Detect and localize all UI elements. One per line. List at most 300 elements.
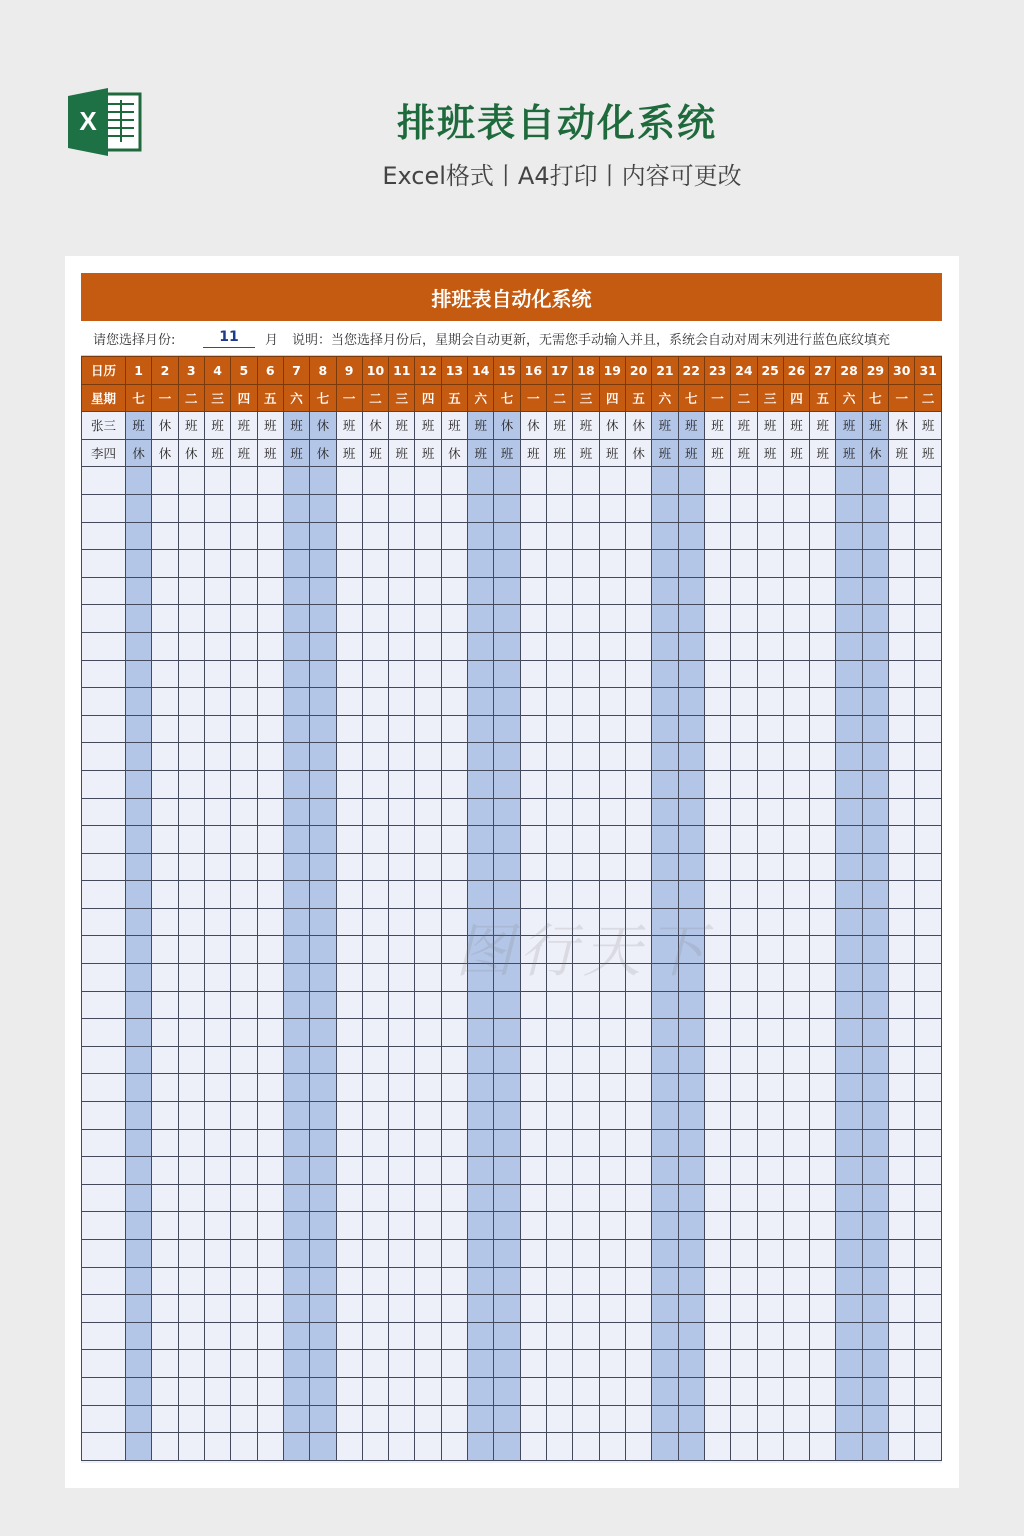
- shift-cell[interactable]: [678, 550, 704, 578]
- shift-cell[interactable]: [310, 1074, 336, 1102]
- shift-cell[interactable]: [625, 550, 651, 578]
- shift-cell[interactable]: [836, 1240, 862, 1268]
- shift-cell[interactable]: [678, 660, 704, 688]
- shift-cell[interactable]: [599, 632, 625, 660]
- shift-cell[interactable]: [625, 1129, 651, 1157]
- shift-cell[interactable]: [283, 1102, 309, 1130]
- shift-cell[interactable]: [889, 770, 915, 798]
- shift-cell[interactable]: [441, 1212, 467, 1240]
- shift-cell[interactable]: [415, 1074, 441, 1102]
- shift-cell[interactable]: [494, 1074, 520, 1102]
- shift-cell[interactable]: [678, 1240, 704, 1268]
- shift-cell[interactable]: [362, 826, 388, 854]
- shift-cell[interactable]: [178, 494, 204, 522]
- shift-cell[interactable]: [704, 522, 730, 550]
- shift-cell[interactable]: [152, 770, 178, 798]
- name-cell[interactable]: [82, 964, 126, 992]
- name-cell[interactable]: [82, 770, 126, 798]
- shift-cell[interactable]: [836, 908, 862, 936]
- shift-cell[interactable]: [178, 1267, 204, 1295]
- shift-cell[interactable]: [494, 936, 520, 964]
- name-cell[interactable]: [82, 605, 126, 633]
- shift-cell[interactable]: [310, 1184, 336, 1212]
- shift-cell[interactable]: [257, 1433, 283, 1461]
- shift-cell[interactable]: 班: [810, 439, 836, 467]
- shift-cell[interactable]: 班: [862, 412, 888, 440]
- shift-cell[interactable]: [862, 908, 888, 936]
- shift-cell[interactable]: 班: [257, 412, 283, 440]
- shift-cell[interactable]: [231, 1212, 257, 1240]
- shift-cell[interactable]: [757, 1295, 783, 1323]
- shift-cell[interactable]: [704, 605, 730, 633]
- shift-cell[interactable]: [889, 1019, 915, 1047]
- shift-cell[interactable]: 班: [547, 412, 573, 440]
- shift-cell[interactable]: [625, 1405, 651, 1433]
- shift-cell[interactable]: [573, 494, 599, 522]
- shift-cell[interactable]: 班: [704, 412, 730, 440]
- shift-cell[interactable]: [810, 908, 836, 936]
- shift-cell[interactable]: [231, 550, 257, 578]
- shift-cell[interactable]: [204, 1267, 230, 1295]
- shift-cell[interactable]: [152, 1129, 178, 1157]
- shift-cell[interactable]: [494, 1019, 520, 1047]
- shift-cell[interactable]: [231, 1322, 257, 1350]
- shift-cell[interactable]: [783, 1212, 809, 1240]
- shift-cell[interactable]: [362, 1157, 388, 1185]
- shift-cell[interactable]: [283, 1074, 309, 1102]
- shift-cell[interactable]: [520, 991, 546, 1019]
- shift-cell[interactable]: [441, 1267, 467, 1295]
- shift-cell[interactable]: 休: [152, 439, 178, 467]
- shift-cell[interactable]: [152, 1377, 178, 1405]
- shift-cell[interactable]: [757, 798, 783, 826]
- shift-cell[interactable]: [257, 853, 283, 881]
- name-cell[interactable]: [82, 632, 126, 660]
- shift-cell[interactable]: [889, 936, 915, 964]
- shift-cell[interactable]: [862, 467, 888, 495]
- shift-cell[interactable]: [257, 826, 283, 854]
- shift-cell[interactable]: [836, 1433, 862, 1461]
- shift-cell[interactable]: [126, 991, 152, 1019]
- shift-cell[interactable]: [520, 577, 546, 605]
- shift-cell[interactable]: [152, 1212, 178, 1240]
- shift-cell[interactable]: [415, 1184, 441, 1212]
- shift-cell[interactable]: [678, 1184, 704, 1212]
- shift-cell[interactable]: [520, 936, 546, 964]
- shift-cell[interactable]: [441, 660, 467, 688]
- shift-cell[interactable]: [389, 936, 415, 964]
- shift-cell[interactable]: [415, 467, 441, 495]
- shift-cell[interactable]: [362, 1405, 388, 1433]
- shift-cell[interactable]: [520, 881, 546, 909]
- shift-cell[interactable]: 班: [204, 412, 230, 440]
- shift-cell[interactable]: [810, 605, 836, 633]
- shift-cell[interactable]: [283, 881, 309, 909]
- shift-cell[interactable]: [810, 1377, 836, 1405]
- shift-cell[interactable]: [915, 936, 942, 964]
- shift-cell[interactable]: [862, 798, 888, 826]
- shift-cell[interactable]: [389, 1267, 415, 1295]
- shift-cell[interactable]: [389, 1212, 415, 1240]
- shift-cell[interactable]: [231, 1074, 257, 1102]
- shift-cell[interactable]: [810, 688, 836, 716]
- shift-cell[interactable]: [652, 1295, 678, 1323]
- shift-cell[interactable]: [336, 1212, 362, 1240]
- shift-cell[interactable]: [310, 1102, 336, 1130]
- shift-cell[interactable]: [204, 881, 230, 909]
- shift-cell[interactable]: [178, 743, 204, 771]
- shift-cell[interactable]: [178, 1129, 204, 1157]
- shift-cell[interactable]: 班: [678, 412, 704, 440]
- shift-cell[interactable]: [126, 1322, 152, 1350]
- shift-cell[interactable]: [415, 991, 441, 1019]
- shift-cell[interactable]: 班: [783, 439, 809, 467]
- shift-cell[interactable]: [836, 1322, 862, 1350]
- shift-cell[interactable]: [810, 632, 836, 660]
- shift-cell[interactable]: [415, 522, 441, 550]
- shift-cell[interactable]: [652, 1267, 678, 1295]
- shift-cell[interactable]: [257, 577, 283, 605]
- shift-cell[interactable]: 休: [310, 439, 336, 467]
- shift-cell[interactable]: [362, 632, 388, 660]
- shift-cell[interactable]: [678, 1377, 704, 1405]
- shift-cell[interactable]: [468, 632, 494, 660]
- shift-cell[interactable]: [573, 1184, 599, 1212]
- shift-cell[interactable]: [783, 936, 809, 964]
- shift-cell[interactable]: [441, 743, 467, 771]
- shift-cell[interactable]: [678, 1046, 704, 1074]
- shift-cell[interactable]: [520, 908, 546, 936]
- shift-cell[interactable]: [257, 715, 283, 743]
- shift-cell[interactable]: [757, 1184, 783, 1212]
- shift-cell[interactable]: [310, 688, 336, 716]
- shift-cell[interactable]: [862, 743, 888, 771]
- shift-cell[interactable]: [126, 743, 152, 771]
- shift-cell[interactable]: [231, 1267, 257, 1295]
- shift-cell[interactable]: [889, 1433, 915, 1461]
- shift-cell[interactable]: [599, 1212, 625, 1240]
- shift-cell[interactable]: [178, 991, 204, 1019]
- shift-cell[interactable]: [573, 1046, 599, 1074]
- shift-cell[interactable]: [310, 1046, 336, 1074]
- shift-cell[interactable]: [573, 1157, 599, 1185]
- shift-cell[interactable]: [389, 1322, 415, 1350]
- shift-cell[interactable]: [310, 1433, 336, 1461]
- shift-cell[interactable]: [915, 1433, 942, 1461]
- shift-cell[interactable]: [652, 467, 678, 495]
- shift-cell[interactable]: [468, 688, 494, 716]
- shift-cell[interactable]: [625, 1433, 651, 1461]
- shift-cell[interactable]: [336, 550, 362, 578]
- shift-cell[interactable]: [652, 743, 678, 771]
- shift-cell[interactable]: [889, 1295, 915, 1323]
- shift-cell[interactable]: [231, 743, 257, 771]
- shift-cell[interactable]: [178, 577, 204, 605]
- shift-cell[interactable]: [152, 688, 178, 716]
- shift-cell[interactable]: [573, 550, 599, 578]
- shift-cell[interactable]: [283, 936, 309, 964]
- shift-cell[interactable]: [889, 1046, 915, 1074]
- shift-cell[interactable]: [126, 936, 152, 964]
- shift-cell[interactable]: [336, 1184, 362, 1212]
- shift-cell[interactable]: [441, 936, 467, 964]
- shift-cell[interactable]: [810, 1129, 836, 1157]
- shift-cell[interactable]: [336, 467, 362, 495]
- shift-cell[interactable]: [204, 853, 230, 881]
- shift-cell[interactable]: [257, 632, 283, 660]
- shift-cell[interactable]: [862, 1350, 888, 1378]
- shift-cell[interactable]: [704, 1267, 730, 1295]
- shift-cell[interactable]: 班: [678, 439, 704, 467]
- shift-cell[interactable]: [494, 881, 520, 909]
- shift-cell[interactable]: [389, 1019, 415, 1047]
- shift-cell[interactable]: [573, 1074, 599, 1102]
- shift-cell[interactable]: 班: [573, 412, 599, 440]
- shift-cell[interactable]: [547, 550, 573, 578]
- shift-cell[interactable]: [520, 1157, 546, 1185]
- shift-cell[interactable]: [520, 1350, 546, 1378]
- shift-cell[interactable]: [573, 1267, 599, 1295]
- shift-cell[interactable]: [468, 1212, 494, 1240]
- shift-cell[interactable]: [494, 770, 520, 798]
- shift-cell[interactable]: [389, 1377, 415, 1405]
- shift-cell[interactable]: [704, 770, 730, 798]
- shift-cell[interactable]: [415, 798, 441, 826]
- shift-cell[interactable]: [783, 1184, 809, 1212]
- shift-cell[interactable]: [494, 1046, 520, 1074]
- shift-cell[interactable]: [336, 881, 362, 909]
- shift-cell[interactable]: [652, 1046, 678, 1074]
- shift-cell[interactable]: [889, 908, 915, 936]
- shift-cell[interactable]: [652, 1184, 678, 1212]
- shift-cell[interactable]: [678, 1212, 704, 1240]
- shift-cell[interactable]: [862, 605, 888, 633]
- shift-cell[interactable]: [915, 853, 942, 881]
- shift-cell[interactable]: [862, 881, 888, 909]
- shift-cell[interactable]: [652, 1019, 678, 1047]
- name-cell[interactable]: [82, 688, 126, 716]
- shift-cell[interactable]: [810, 660, 836, 688]
- shift-cell[interactable]: [731, 964, 757, 992]
- shift-cell[interactable]: [126, 1433, 152, 1461]
- shift-cell[interactable]: [836, 770, 862, 798]
- shift-cell[interactable]: [757, 550, 783, 578]
- shift-cell[interactable]: [889, 688, 915, 716]
- shift-cell[interactable]: [652, 1377, 678, 1405]
- shift-cell[interactable]: [810, 577, 836, 605]
- shift-cell[interactable]: [520, 632, 546, 660]
- shift-cell[interactable]: [731, 467, 757, 495]
- shift-cell[interactable]: [599, 881, 625, 909]
- shift-cell[interactable]: [494, 1157, 520, 1185]
- shift-cell[interactable]: [178, 467, 204, 495]
- shift-cell[interactable]: [415, 1046, 441, 1074]
- shift-cell[interactable]: [283, 1267, 309, 1295]
- shift-cell[interactable]: [704, 908, 730, 936]
- shift-cell[interactable]: 班: [389, 439, 415, 467]
- shift-cell[interactable]: [810, 1212, 836, 1240]
- shift-cell[interactable]: [731, 1184, 757, 1212]
- shift-cell[interactable]: [257, 743, 283, 771]
- shift-cell[interactable]: [678, 1019, 704, 1047]
- shift-cell[interactable]: [704, 688, 730, 716]
- shift-cell[interactable]: [126, 798, 152, 826]
- shift-cell[interactable]: [336, 688, 362, 716]
- shift-cell[interactable]: [757, 1046, 783, 1074]
- shift-cell[interactable]: [494, 991, 520, 1019]
- shift-cell[interactable]: [336, 798, 362, 826]
- shift-cell[interactable]: [494, 1129, 520, 1157]
- shift-cell[interactable]: [283, 660, 309, 688]
- shift-cell[interactable]: [915, 770, 942, 798]
- shift-cell[interactable]: [757, 522, 783, 550]
- shift-cell[interactable]: [520, 1267, 546, 1295]
- shift-cell[interactable]: [862, 1212, 888, 1240]
- name-cell[interactable]: [82, 936, 126, 964]
- shift-cell[interactable]: [231, 1433, 257, 1461]
- shift-cell[interactable]: [468, 1350, 494, 1378]
- shift-cell[interactable]: [678, 1102, 704, 1130]
- shift-cell[interactable]: [520, 743, 546, 771]
- shift-cell[interactable]: [783, 1019, 809, 1047]
- shift-cell[interactable]: [862, 1157, 888, 1185]
- shift-cell[interactable]: [336, 1046, 362, 1074]
- shift-cell[interactable]: [231, 1019, 257, 1047]
- shift-cell[interactable]: [573, 991, 599, 1019]
- shift-cell[interactable]: [126, 881, 152, 909]
- shift-cell[interactable]: [415, 1240, 441, 1268]
- shift-cell[interactable]: [783, 798, 809, 826]
- shift-cell[interactable]: [810, 1184, 836, 1212]
- shift-cell[interactable]: [126, 522, 152, 550]
- shift-cell[interactable]: [862, 660, 888, 688]
- shift-cell[interactable]: [573, 936, 599, 964]
- shift-cell[interactable]: [231, 715, 257, 743]
- shift-cell[interactable]: [915, 467, 942, 495]
- shift-cell[interactable]: [625, 715, 651, 743]
- shift-cell[interactable]: [494, 853, 520, 881]
- shift-cell[interactable]: 班: [731, 412, 757, 440]
- shift-cell[interactable]: [810, 798, 836, 826]
- shift-cell[interactable]: [520, 1019, 546, 1047]
- shift-cell[interactable]: [836, 1405, 862, 1433]
- shift-cell[interactable]: [547, 1350, 573, 1378]
- shift-cell[interactable]: [283, 908, 309, 936]
- shift-cell[interactable]: [441, 1350, 467, 1378]
- shift-cell[interactable]: [757, 936, 783, 964]
- shift-cell[interactable]: [362, 494, 388, 522]
- shift-cell[interactable]: [783, 577, 809, 605]
- shift-cell[interactable]: [415, 550, 441, 578]
- shift-cell[interactable]: [678, 826, 704, 854]
- name-cell[interactable]: [82, 467, 126, 495]
- shift-cell[interactable]: [810, 1074, 836, 1102]
- shift-cell[interactable]: [126, 1102, 152, 1130]
- shift-cell[interactable]: [336, 632, 362, 660]
- shift-cell[interactable]: [731, 826, 757, 854]
- shift-cell[interactable]: [757, 991, 783, 1019]
- shift-cell[interactable]: [757, 908, 783, 936]
- shift-cell[interactable]: [599, 853, 625, 881]
- shift-cell[interactable]: [678, 798, 704, 826]
- shift-cell[interactable]: [231, 632, 257, 660]
- shift-cell[interactable]: [836, 688, 862, 716]
- shift-cell[interactable]: [283, 605, 309, 633]
- shift-cell[interactable]: [152, 1102, 178, 1130]
- shift-cell[interactable]: [310, 1350, 336, 1378]
- shift-cell[interactable]: [389, 467, 415, 495]
- shift-cell[interactable]: [810, 1350, 836, 1378]
- shift-cell[interactable]: 班: [126, 412, 152, 440]
- name-cell[interactable]: [82, 1322, 126, 1350]
- shift-cell[interactable]: [625, 1295, 651, 1323]
- shift-cell[interactable]: [468, 770, 494, 798]
- shift-cell[interactable]: [704, 1212, 730, 1240]
- shift-cell[interactable]: [336, 853, 362, 881]
- shift-cell[interactable]: [257, 660, 283, 688]
- shift-cell[interactable]: [231, 798, 257, 826]
- name-cell[interactable]: [82, 853, 126, 881]
- shift-cell[interactable]: [836, 798, 862, 826]
- shift-cell[interactable]: [783, 826, 809, 854]
- shift-cell[interactable]: [336, 715, 362, 743]
- shift-cell[interactable]: [441, 881, 467, 909]
- shift-cell[interactable]: [231, 1377, 257, 1405]
- shift-cell[interactable]: [415, 1212, 441, 1240]
- name-cell[interactable]: [82, 1019, 126, 1047]
- shift-cell[interactable]: [862, 1129, 888, 1157]
- shift-cell[interactable]: [204, 1046, 230, 1074]
- shift-cell[interactable]: [494, 1433, 520, 1461]
- shift-cell[interactable]: [520, 1240, 546, 1268]
- shift-cell[interactable]: [625, 467, 651, 495]
- shift-cell[interactable]: [283, 743, 309, 771]
- shift-cell[interactable]: [441, 1019, 467, 1047]
- shift-cell[interactable]: [836, 467, 862, 495]
- shift-cell[interactable]: [152, 1322, 178, 1350]
- shift-cell[interactable]: [494, 1184, 520, 1212]
- shift-cell[interactable]: [889, 715, 915, 743]
- shift-cell[interactable]: [783, 1102, 809, 1130]
- shift-cell[interactable]: [178, 1212, 204, 1240]
- shift-cell[interactable]: [520, 467, 546, 495]
- shift-cell[interactable]: [520, 1212, 546, 1240]
- shift-cell[interactable]: [310, 853, 336, 881]
- shift-cell[interactable]: [152, 632, 178, 660]
- shift-cell[interactable]: [178, 826, 204, 854]
- shift-cell[interactable]: [599, 991, 625, 1019]
- shift-cell[interactable]: [152, 853, 178, 881]
- shift-cell[interactable]: [783, 605, 809, 633]
- shift-cell[interactable]: [547, 660, 573, 688]
- shift-cell[interactable]: [547, 1433, 573, 1461]
- shift-cell[interactable]: [231, 688, 257, 716]
- shift-cell[interactable]: [389, 522, 415, 550]
- shift-cell[interactable]: [389, 660, 415, 688]
- shift-cell[interactable]: [152, 660, 178, 688]
- shift-cell[interactable]: 休: [152, 412, 178, 440]
- shift-cell[interactable]: [362, 853, 388, 881]
- shift-cell[interactable]: [547, 1212, 573, 1240]
- shift-cell[interactable]: [362, 1267, 388, 1295]
- shift-cell[interactable]: [625, 688, 651, 716]
- shift-cell[interactable]: [889, 1350, 915, 1378]
- shift-cell[interactable]: [783, 1405, 809, 1433]
- shift-cell[interactable]: [389, 1074, 415, 1102]
- shift-cell[interactable]: [599, 908, 625, 936]
- shift-cell[interactable]: [415, 1019, 441, 1047]
- shift-cell[interactable]: [678, 1267, 704, 1295]
